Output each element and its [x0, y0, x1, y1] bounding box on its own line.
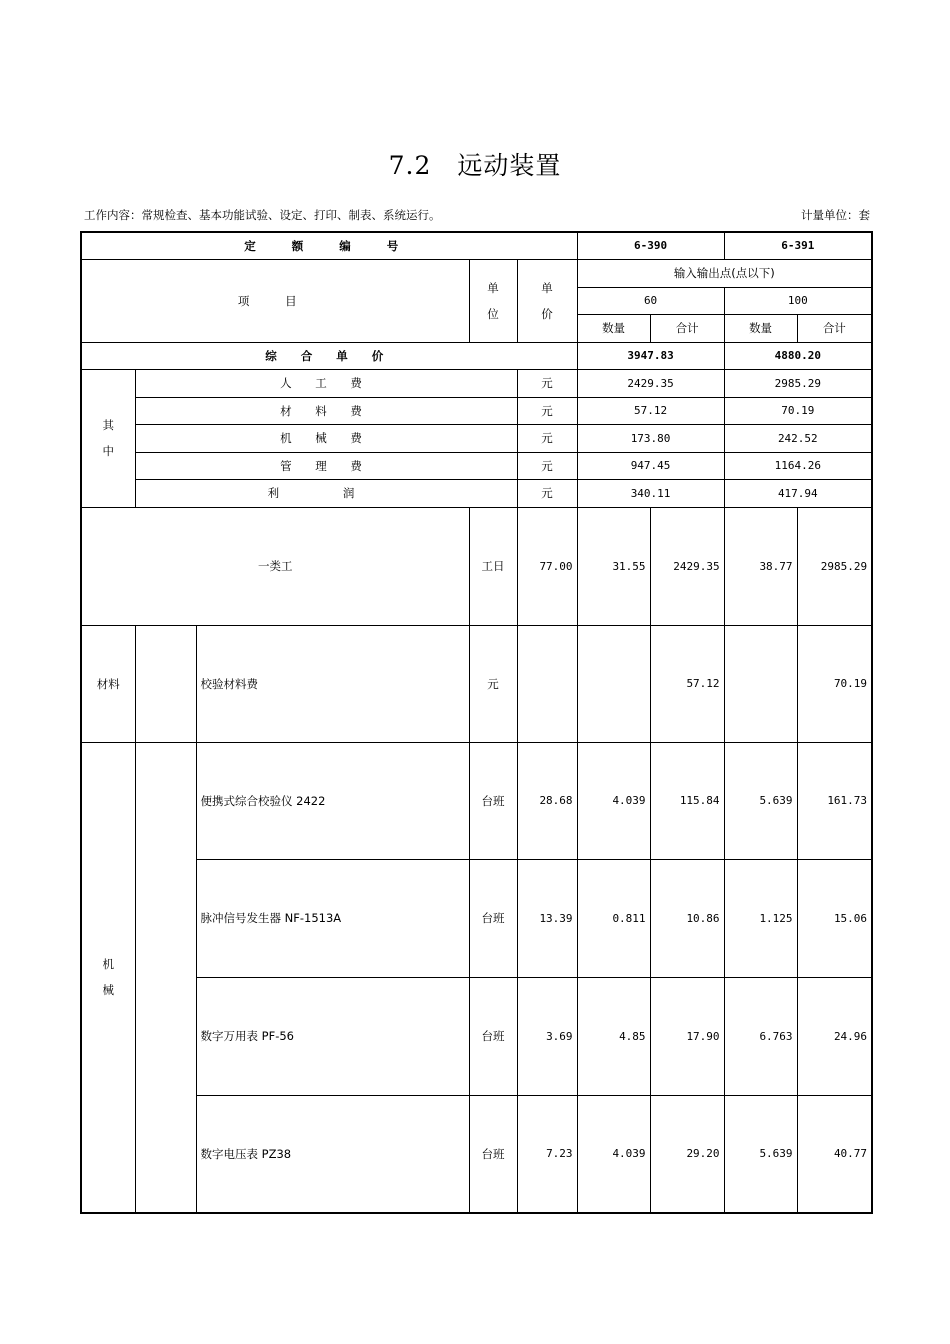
material-qty-2: [724, 625, 797, 742]
total-row: [81, 342, 872, 369]
material-price: [517, 625, 577, 742]
page-title: [0, 146, 950, 182]
breakdown-value-1: 57.12: [577, 397, 724, 424]
breakdown-value-2: 417.94: [724, 479, 872, 507]
header-row-1: [81, 259, 872, 287]
labor-unit: 工日: [469, 507, 517, 625]
machine-price: 13.39: [517, 859, 577, 977]
breakdown-row: [81, 424, 872, 452]
machine-sum-1: 29.20: [650, 1095, 724, 1213]
breakdown-name: 机 械 费: [135, 424, 517, 452]
material-unit: 元: [469, 625, 517, 742]
breakdown-value-1: 2429.35: [577, 369, 724, 397]
breakdown-unit: 元: [517, 424, 577, 452]
total-value-1: 3947.83: [577, 342, 724, 369]
machine-name: 脉冲信号发生器 NF-1513A: [196, 859, 469, 977]
breakdown-value-2: 242.52: [724, 424, 872, 452]
material-qty-1: [577, 625, 650, 742]
machine-price: 7.23: [517, 1095, 577, 1213]
breakdown-unit: 元: [517, 369, 577, 397]
machine-qty-1: 4.039: [577, 1095, 650, 1213]
machine-unit: 台班: [469, 1095, 517, 1213]
quota-no-row: [81, 232, 872, 259]
machine-qty-2: 5.639: [724, 1095, 797, 1213]
machine-sum-2: 24.96: [797, 977, 872, 1095]
machine-qty-2: 5.639: [724, 742, 797, 859]
machine-name: 数字万用表 PF-56: [196, 977, 469, 1095]
machine-price: 28.68: [517, 742, 577, 859]
breakdown-name: 人 工 费: [135, 369, 517, 397]
labor-row: [81, 507, 872, 625]
title-text: 远动装置: [457, 151, 562, 180]
breakdown-unit: 元: [517, 397, 577, 424]
quota-table: [80, 231, 873, 1214]
price-label: 单价: [517, 259, 577, 342]
labor-sum-2: 2985.29: [797, 507, 872, 625]
io-label: 输入输出点(点以下): [577, 259, 872, 287]
qty-label-2: 数量: [724, 314, 797, 342]
breakdown-value-1: 340.11: [577, 479, 724, 507]
machinery-blank: [135, 742, 196, 1213]
breakdown-value-2: 2985.29: [724, 369, 872, 397]
machine-qty-1: 0.811: [577, 859, 650, 977]
work-content: 工作内容：常规检查、基本功能试验、设定、打印、制表、系统运行。: [84, 208, 441, 222]
total-label: 综 合 单 价: [81, 342, 577, 369]
machine-qty-2: 6.763: [724, 977, 797, 1095]
item-label: 项 目: [81, 259, 469, 342]
breakdown-value-1: 947.45: [577, 452, 724, 479]
breakdown-row: [81, 452, 872, 479]
labor-qty-1: 31.55: [577, 507, 650, 625]
meta-line: [84, 207, 870, 225]
title-number: 7.2: [388, 151, 432, 180]
labor-qty-2: 38.77: [724, 507, 797, 625]
breakdown-group-label: 其中: [81, 369, 135, 507]
qty-label-1: 数量: [577, 314, 650, 342]
unit-note: 计量单位：套: [801, 208, 870, 222]
labor-sum-1: 2429.35: [650, 507, 724, 625]
labor-price: 77.00: [517, 507, 577, 625]
machine-sum-1: 17.90: [650, 977, 724, 1095]
breakdown-value-1: 173.80: [577, 424, 724, 452]
machine-unit: 台班: [469, 977, 517, 1095]
machine-sum-2: 15.06: [797, 859, 872, 977]
machine-sum-1: 10.86: [650, 859, 724, 977]
breakdown-unit: 元: [517, 452, 577, 479]
machine-qty-1: 4.85: [577, 977, 650, 1095]
breakdown-row: [81, 397, 872, 424]
breakdown-name: 管 理 费: [135, 452, 517, 479]
machine-row: [81, 977, 872, 1095]
quota-code-1: 6-390: [577, 232, 724, 259]
material-row: [81, 625, 872, 742]
machine-row: [81, 1095, 872, 1213]
material-blank: [135, 625, 196, 742]
sum-label-2: 合计: [797, 314, 872, 342]
machine-sum-1: 115.84: [650, 742, 724, 859]
breakdown-row: [81, 479, 872, 507]
material-sum-2: 70.19: [797, 625, 872, 742]
breakdown-unit: 元: [517, 479, 577, 507]
quota-code-2: 6-391: [724, 232, 872, 259]
breakdown-name: 材 料 费: [135, 397, 517, 424]
machinery-group-label: 机械: [81, 742, 135, 1213]
machine-price: 3.69: [517, 977, 577, 1095]
machine-sum-2: 161.73: [797, 742, 872, 859]
sum-label-1: 合计: [650, 314, 724, 342]
machine-row: [81, 742, 872, 859]
machine-name: 数字电压表 PZ38: [196, 1095, 469, 1213]
material-group-label: 材料: [81, 625, 135, 742]
breakdown-value-2: 70.19: [724, 397, 872, 424]
labor-name: 一类工: [81, 507, 469, 625]
machine-row: [81, 859, 872, 977]
machine-name: 便携式综合校验仪 2422: [196, 742, 469, 859]
machine-qty-2: 1.125: [724, 859, 797, 977]
machine-qty-1: 4.039: [577, 742, 650, 859]
breakdown-row: [81, 369, 872, 397]
breakdown-value-2: 1164.26: [724, 452, 872, 479]
machine-unit: 台班: [469, 742, 517, 859]
quota-no-label: 定 额 编 号: [81, 232, 577, 259]
material-name: 校验材料费: [196, 625, 469, 742]
machine-unit: 台班: [469, 859, 517, 977]
total-value-2: 4880.20: [724, 342, 872, 369]
breakdown-name: 利 润: [135, 479, 517, 507]
material-sum-1: 57.12: [650, 625, 724, 742]
machine-sum-2: 40.77: [797, 1095, 872, 1213]
io-value-2: 100: [724, 287, 872, 314]
unit-label: 单位: [469, 259, 517, 342]
io-value-1: 60: [577, 287, 724, 314]
